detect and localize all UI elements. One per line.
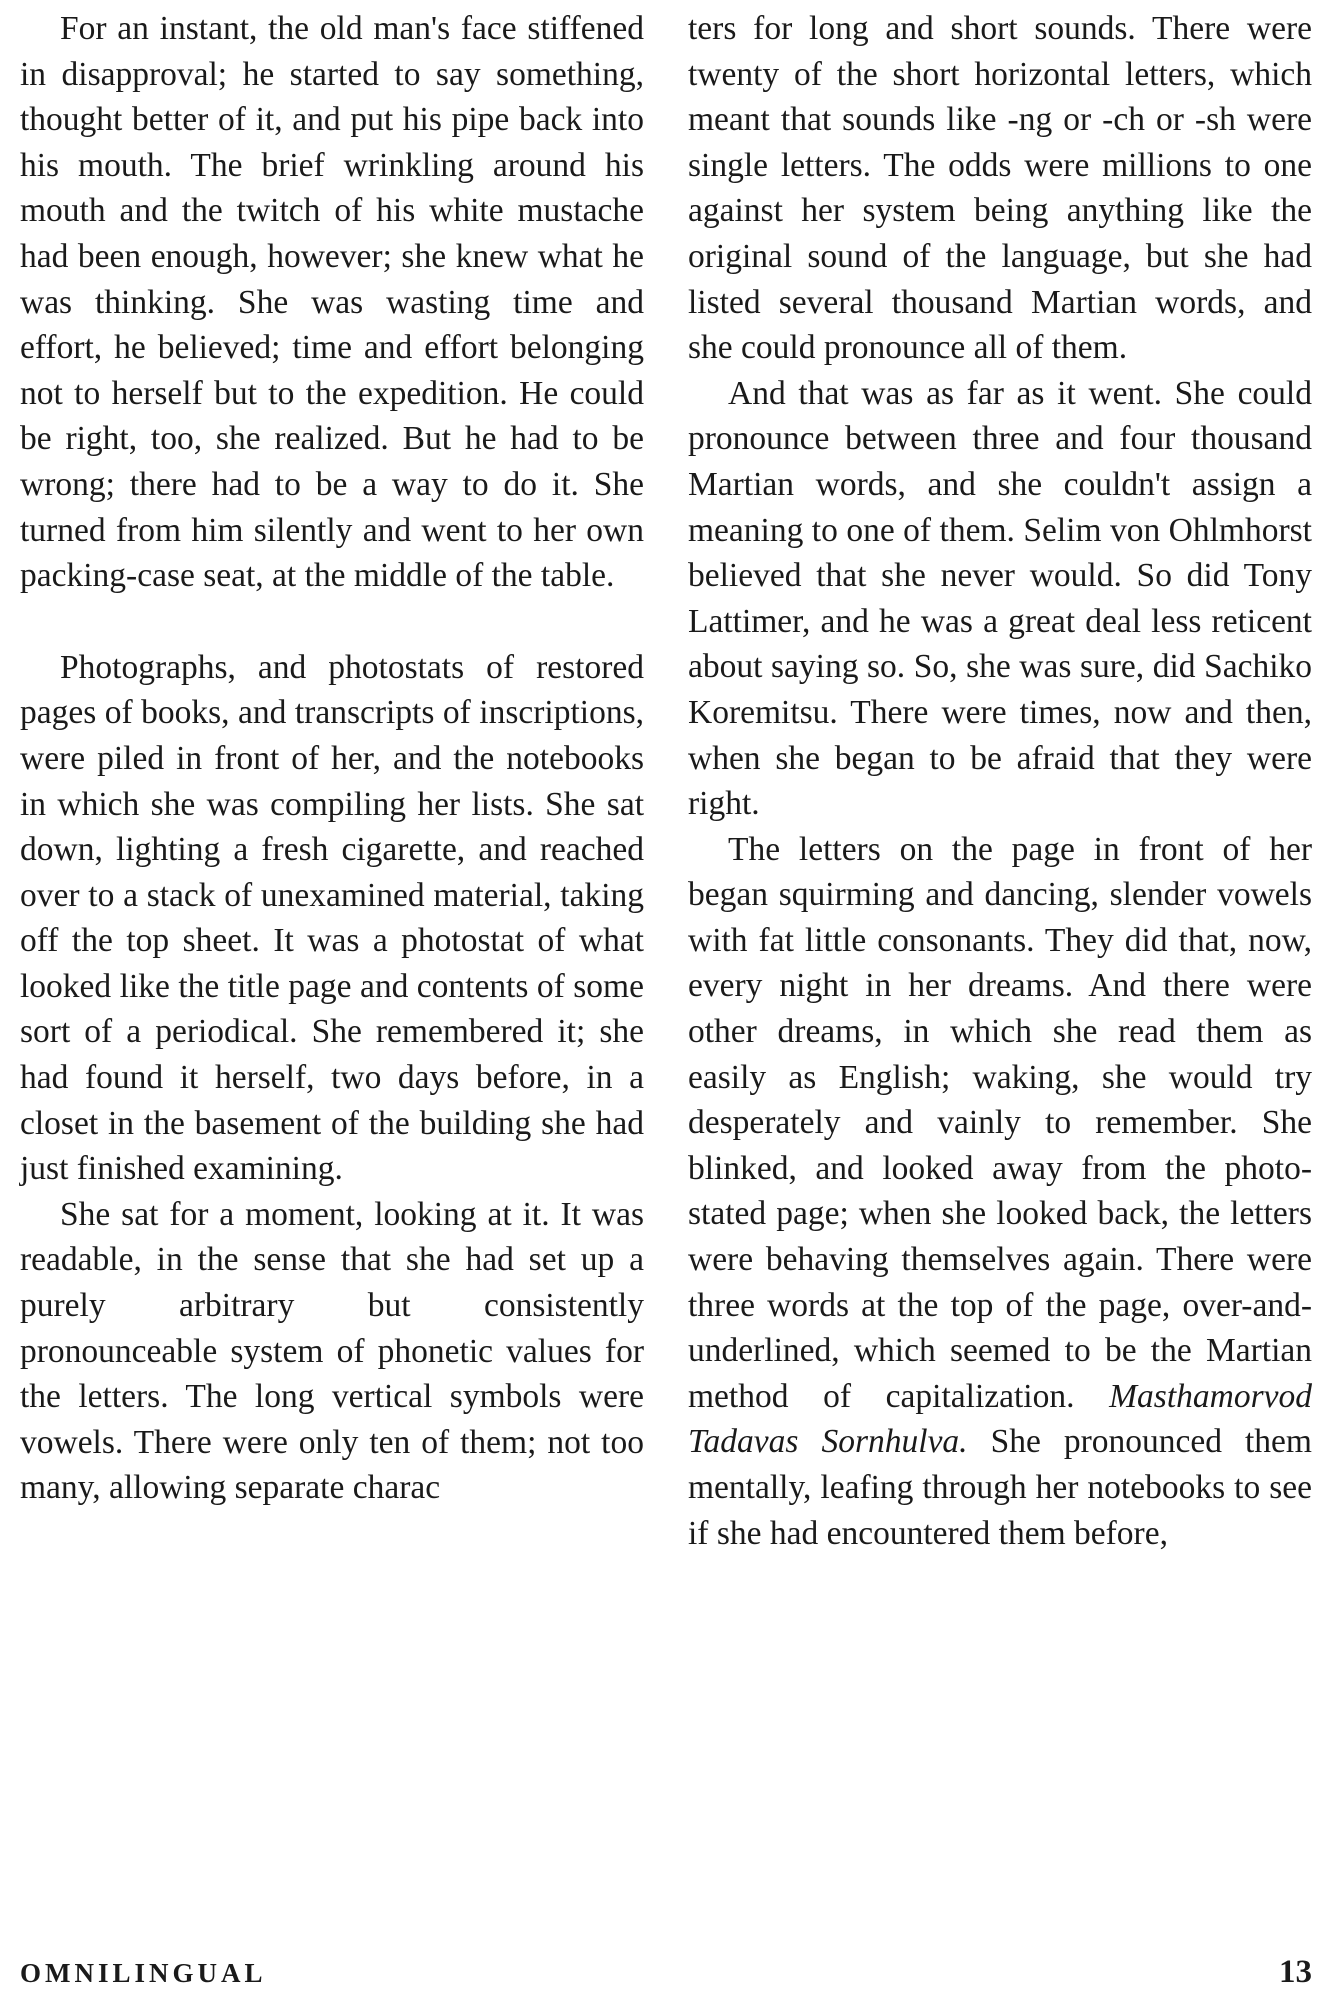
paragraph: For an instant, the old man's face stiffened in disapproval; he started to say something, thought better of it, and put his pipe back into his mouth. The brief wrinkling around his mouth and the twitch of his white mustache had been enough, however; she knew what he was thinking. She was wasting time and effort, he believed; time and effort belonging not to herself but to the expedition. He could be right, too, she realized. But he had to be wrong; there had to be a way to do it. She turned from him silently and went to her own packing-case seat, at the middle of the table. — [20, 10, 644, 595]
paragraph: She sat for a moment, looking at it. It was readable, in the sense that she had set up a purely arbitrary but consistently pronounceable system of phonetic values for the letters. The long vertical symbols were vowels. There were only ten of them; not too many, allowing separate charac — [20, 1195, 644, 1507]
left-column — [20, 6, 644, 1511]
paragraph: Photographs, and photostats of restored pages of books, and transcripts of inscriptions, were piled in front of her, and the notebooks in which she was compiling her lists. She sat down, lighting a fresh cigarette, and reached over to a stack of unexamined material, taking off the top sheet. It was a photostat of what looked like the title page and contents of some sort of a periodical. She remembered it; she had found it herself, two days before, in a closet in the basement of the building she had just finished examining. — [20, 648, 644, 1188]
running-head: OMNILINGUAL — [20, 1958, 267, 1988]
paragraph-text: The letters on the page in front of her began squirming and dancing, slender vowels with fat little consonants. They did that, now, every night in her dreams. And there were other dreams, in which she read them as easily as English; waking, she would try desperately and vainly to remember. She blinked, and looked away from the photostated page; when she looked back, the letters were behaving themselves again. There were three words at the top of the page, over-and-underlined, which seemed to be the Martian method of capitalization. — [688, 830, 1312, 1415]
paragraph-text: She pronounced them mentally, leafing through her notebooks to see if she had encountered them before, — [688, 1423, 1312, 1552]
paragraph — [688, 827, 1312, 1557]
right-column — [688, 6, 1312, 1556]
page-number: 13 — [1279, 1954, 1312, 1990]
martian-title-italic: Masthamorvod Tadavas Sornhulva. — [688, 1377, 1313, 1461]
paragraph: And that was as far as it went. She could pronounce between three and four thousand Martian words, and she couldn't assign a meaning to one of them. Selim von Ohlmhorst believed that she never would. So did Tony Lattimer, and he was a great deal less reticent about saying so. So, she was sure, did Sachiko Koremitsu. There were times, now and then, when she began to be afraid that they were right. — [688, 374, 1312, 823]
paragraph-continuation: ters for long and short sounds. There were twenty of the short horizontal letters, which meant that sounds like -ng or -ch or -sh were single letters. The odds were millions to one against her system being anything like the original sound of the language, but she had listed several thousand Martian words, and she could pronounce all of them. — [688, 10, 1312, 367]
page-footer — [20, 1954, 1312, 1998]
